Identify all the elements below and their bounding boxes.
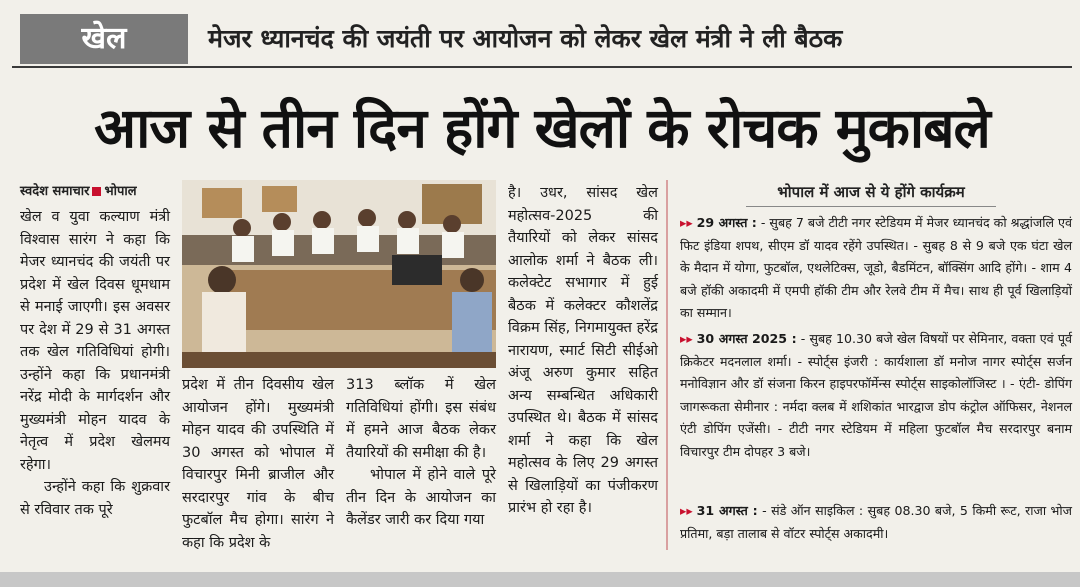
program-date: 31 अगस्त : — [696, 503, 758, 518]
program-box — [666, 180, 1074, 550]
program-item-30 — [680, 328, 1072, 463]
article-paragraph: खेल व युवा कल्याण मंत्री विश्वास सारंग ने कहा कि मेजर ध्यानचंद की जयंती पर प्रदेश में खेल दिवस धूमधाम से मनाई जाएगी। इस अवसर पर देश में 29 से 31 अगस्त तक खेल गतिविधियां होगी। उन्होंने कहा कि प्रधानमंत्री नरेंद्र मोदी के मार्गदर्शन और मुख्यमंत्री मोहन यादव के नेतृत्व में प्रदेश खेलमय रहेगा। — [20, 209, 170, 473]
article-column-2 — [182, 374, 334, 554]
program-date: 30 अगस्त 2025 : — [696, 331, 797, 346]
meeting-photo-illustration — [182, 180, 496, 368]
article-paragraph: उन्होंने कहा कि शुक्रवार से रविवार तक पूरे — [20, 479, 170, 518]
article-paragraph: भोपाल में होने वाले पूरे तीन दिन के आयोजन का कैलेंडर जारी कर दिया गया — [346, 467, 496, 528]
program-text: - सुबह 7 बजे टीटी नगर स्टेडियम में मेजर ध्यानचंद को श्रद्धांजलि एवं फिट इंडिया शपथ, सीएम डॉ यादव रहेंगे उपस्थित। - सुबह 8 से 9 बजे एक घंटा खेल के मैदान में योगा, फुटबॉल, एथलेटिक्स, जूडो, बैडमिंटन, बॉक्सिंग आदि होंगे। - शाम 4 बजे हॉकी अकादमी में एमपी हॉकी टीम और रेलवे टीम में मैच। साथ ही पूर्व खिलाड़ियों का सम्मान। — [680, 215, 1072, 320]
byline-city: भोपाल — [104, 184, 137, 199]
arrow-bullet-icon: ▸▸ — [680, 503, 693, 518]
article-paragraph: 313 ब्लॉक में खेल गतिविधियां होंगी। इस संबंध में हमने आज बैठक लेकर तैयारियों की समीक्षा की है। — [346, 377, 496, 461]
top-banner — [12, 14, 1072, 68]
article-paragraph: प्रदेश में तीन दिवसीय खेल आयोजन होंगे। मुख्यमंत्री मोहन यादव की उपस्थिति में 30 अगस्त को भोपाल में विचारपुर मिनी ब्राजील और सरदारपुर गांव के बीच फुटबॉल मैच होगा। सारंग ने कहा कि प्रदेश के — [182, 377, 334, 551]
program-text: - सुबह 10.30 बजे खेल विषयों पर सेमिनार, वक्ता एवं पूर्व क्रिकेटर मदनलाल शर्मा। - स्पोर्ट्स इंजरी : कार्यशाला डॉ मनोज नागर स्पोर्ट्स सर्जन मनोविज्ञान और डॉ संजना किरन हाइपरफॉर्मेन्स स्पोर्ट्स साइकोलॉजिस्ट । - एंटी- डोपिंग जागरूकता सेमीनार : नर्मदा क्लब में शशिकांत भारद्वाज डोप कंट्रोल ऑफिसर, नेशनल एंटी डोपिंग एजेंसी। - टीटी नगर स्टेडियम में महिला फुटबॉल मैच सरदारपुर बनाम विचारपुर टीम दोपहर 3 बजे। — [680, 331, 1072, 459]
arrow-bullet-icon: ▸▸ — [680, 331, 693, 346]
program-date: 29 अगस्त : — [696, 215, 757, 230]
arrow-bullet-icon: ▸▸ — [680, 215, 693, 230]
meeting-photo — [182, 180, 496, 368]
program-item-29 — [680, 212, 1072, 325]
section-tag: खेल — [20, 14, 188, 64]
article-column-4 — [508, 182, 658, 520]
article-column-3 — [346, 374, 496, 532]
byline-agency: स्वदेश समाचार — [20, 184, 90, 199]
main-headline: आज से तीन दिन होंगे खेलों के रोचक मुकाबले — [94, 95, 990, 160]
byline — [20, 181, 170, 199]
square-bullet-icon — [92, 187, 101, 196]
program-title: भोपाल में आज से ये होंगे कार्यक्रम — [668, 182, 1074, 207]
article-paragraph: है। उधर, सांसद खेल महोत्सव-2025 की तैयारियों को लेकर सांसद आलोक शर्मा ने बैठक ली। कलेक्टेट सभागार में हुई बैठक में कलेक्टर कौशलेंद्र विक्रम सिंह, निगमायुक्त हरेंद्र नारायण, स्मार्ट सिटी सीईओ अंजू अरुण कुमार सहित अन्य सम्बन्धित अधिकारी उपस्थित थे। बैठक में सांसद शर्मा ने कहा कि खेल महोत्सव के लिए 29 अगस्त से खिलाड़ियों का पंजीकरण प्रारंभ हो रहा है। — [508, 185, 658, 516]
program-item-31 — [680, 500, 1072, 545]
bottom-divider — [0, 572, 1080, 587]
program-text: - संडे ऑन साइकिल : सुबह 08.30 बजे, 5 किमी रूट, राजा भोज प्रतिमा, बड़ा तालाब से वॉटर स्पोर्ट्स अकादमी। — [680, 503, 1072, 541]
article-column-1 — [20, 206, 170, 521]
kicker-headline: मेजर ध्यानचंद की जयंती पर आयोजन को लेकर खेल मंत्री ने ली बैठक — [208, 24, 843, 53]
